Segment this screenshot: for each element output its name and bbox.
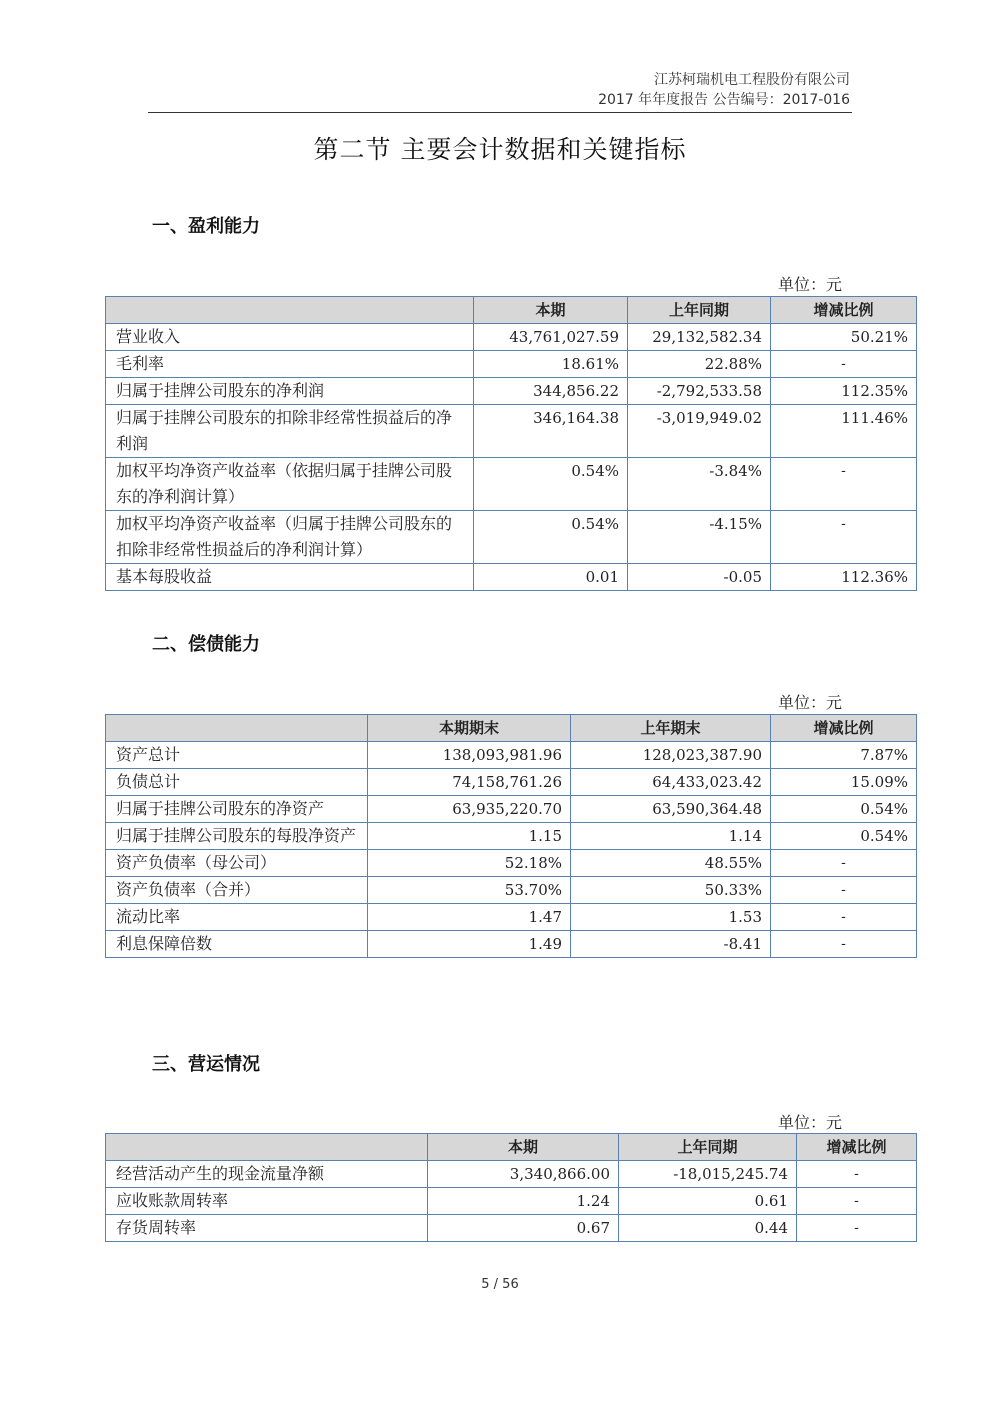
cell-change: 0.54% [771, 796, 917, 823]
cell-change: - [771, 850, 917, 877]
page-header [598, 70, 850, 110]
cell-current: 0.67 [428, 1215, 619, 1242]
solvency-table [105, 714, 917, 958]
cell-change: 15.09% [771, 769, 917, 796]
cell-label: 营业收入 [106, 324, 474, 351]
cell-change: 112.35% [771, 378, 917, 405]
cell-label: 毛利率 [106, 351, 474, 378]
cell-current: 0.54% [474, 458, 628, 511]
cell-previous: 29,132,582.34 [628, 324, 771, 351]
cell-current: 344,856.22 [474, 378, 628, 405]
cell-previous: 128,023,387.90 [571, 742, 771, 769]
cell-label: 负债总计 [106, 769, 368, 796]
cell-current: 3,340,866.00 [428, 1161, 619, 1188]
cell-label: 存货周转率 [106, 1215, 428, 1242]
table-row [106, 1161, 917, 1188]
page-number: 5 / 56 [481, 1277, 519, 1292]
cell-previous: 22.88% [628, 351, 771, 378]
cell-previous: 50.33% [571, 877, 771, 904]
solvency-unit: 单位：元 [778, 693, 843, 712]
cell-label: 归属于挂牌公司股东的扣除非经常性损益后的净利润 [106, 405, 474, 458]
column-header: 增减比例 [771, 297, 917, 324]
cell-label: 流动比率 [106, 904, 368, 931]
cell-previous: -4.15% [628, 511, 771, 564]
profitability-unit: 单位：元 [778, 275, 843, 294]
cell-label: 资产总计 [106, 742, 368, 769]
cell-current: 53.70% [368, 877, 571, 904]
cell-current: 0.54% [474, 511, 628, 564]
table-row [106, 823, 917, 850]
table-row [106, 931, 917, 958]
table-row [106, 769, 917, 796]
cell-previous: -3.84% [628, 458, 771, 511]
column-header: 本期 [474, 297, 628, 324]
cell-current: 1.24 [428, 1188, 619, 1215]
cell-label: 利息保障倍数 [106, 931, 368, 958]
cell-current: 346,164.38 [474, 405, 628, 458]
cell-label: 归属于挂牌公司股东的净资产 [106, 796, 368, 823]
cell-current: 63,935,220.70 [368, 796, 571, 823]
table-row [106, 511, 917, 564]
header-rule [148, 112, 852, 113]
cell-change: - [771, 351, 917, 378]
cell-change: 0.54% [771, 823, 917, 850]
cell-previous: 1.53 [571, 904, 771, 931]
cell-previous: 64,433,023.42 [571, 769, 771, 796]
cell-current: 1.15 [368, 823, 571, 850]
cell-label: 归属于挂牌公司股东的每股净资产 [106, 823, 368, 850]
cell-previous: 1.14 [571, 823, 771, 850]
cell-change: 50.21% [771, 324, 917, 351]
cell-change: 7.87% [771, 742, 917, 769]
cell-change: - [797, 1215, 917, 1242]
column-header: 本期 [428, 1134, 619, 1161]
cell-change: - [771, 458, 917, 511]
cell-current: 0.01 [474, 564, 628, 591]
cell-previous: -3,019,949.02 [628, 405, 771, 458]
section-title: 第二节 主要会计数据和关键指标 [313, 135, 687, 164]
cell-previous: -8.41 [571, 931, 771, 958]
cell-current: 74,158,761.26 [368, 769, 571, 796]
cell-change: - [771, 931, 917, 958]
column-header: 本期期末 [368, 715, 571, 742]
cell-change: - [797, 1188, 917, 1215]
cell-previous: 63,590,364.48 [571, 796, 771, 823]
cell-label: 归属于挂牌公司股东的净利润 [106, 378, 474, 405]
cell-label: 资产负债率（合并） [106, 877, 368, 904]
table-row [106, 904, 917, 931]
cell-current: 1.47 [368, 904, 571, 931]
table-row [106, 405, 917, 458]
cell-current: 52.18% [368, 850, 571, 877]
column-header: 增减比例 [771, 715, 917, 742]
cell-change: 111.46% [771, 405, 917, 458]
company-name: 江苏柯瑞机电工程股份有限公司 [654, 72, 850, 88]
table-row [106, 742, 917, 769]
table-row [106, 1215, 917, 1242]
table-header-row [106, 715, 917, 742]
cell-current: 18.61% [474, 351, 628, 378]
operations-table [105, 1133, 917, 1242]
table-header-row [106, 1134, 917, 1161]
column-header: 上年同期 [619, 1134, 797, 1161]
cell-label: 加权平均净资产收益率（归属于挂牌公司股东的扣除非经常性损益后的净利润计算） [106, 511, 474, 564]
table-row [106, 796, 917, 823]
cell-change: - [771, 904, 917, 931]
cell-previous: 48.55% [571, 850, 771, 877]
cell-change: - [771, 511, 917, 564]
profitability-table [105, 296, 917, 591]
table-row [106, 458, 917, 511]
cell-current: 1.49 [368, 931, 571, 958]
operations-heading: 三、营运情况 [152, 1054, 260, 1075]
operations-unit: 单位：元 [778, 1113, 843, 1132]
cell-label: 加权平均净资产收益率（依据归属于挂牌公司股东的净利润计算） [106, 458, 474, 511]
cell-change: - [797, 1161, 917, 1188]
report-line: 2017 年年度报告 公告编号：2017-016 [598, 92, 850, 108]
column-header [106, 297, 474, 324]
cell-previous: -0.05 [628, 564, 771, 591]
cell-current: 138,093,981.96 [368, 742, 571, 769]
cell-previous: 0.44 [619, 1215, 797, 1242]
table-row [106, 850, 917, 877]
cell-label: 基本每股收益 [106, 564, 474, 591]
table-row [106, 1188, 917, 1215]
cell-previous: 0.61 [619, 1188, 797, 1215]
solvency-heading: 二、偿债能力 [152, 634, 260, 655]
column-header: 上年期末 [571, 715, 771, 742]
cell-label: 资产负债率（母公司） [106, 850, 368, 877]
cell-current: 43,761,027.59 [474, 324, 628, 351]
cell-label: 经营活动产生的现金流量净额 [106, 1161, 428, 1188]
table-header-row [106, 297, 917, 324]
cell-label: 应收账款周转率 [106, 1188, 428, 1215]
cell-previous: -18,015,245.74 [619, 1161, 797, 1188]
cell-previous: -2,792,533.58 [628, 378, 771, 405]
column-header [106, 715, 368, 742]
column-header: 增减比例 [797, 1134, 917, 1161]
profitability-heading: 一、盈利能力 [152, 216, 260, 237]
column-header [106, 1134, 428, 1161]
table-row [106, 324, 917, 351]
table-row [106, 877, 917, 904]
column-header: 上年同期 [628, 297, 771, 324]
table-row [106, 351, 917, 378]
table-row [106, 378, 917, 405]
table-row [106, 564, 917, 591]
cell-change: 112.36% [771, 564, 917, 591]
cell-change: - [771, 877, 917, 904]
